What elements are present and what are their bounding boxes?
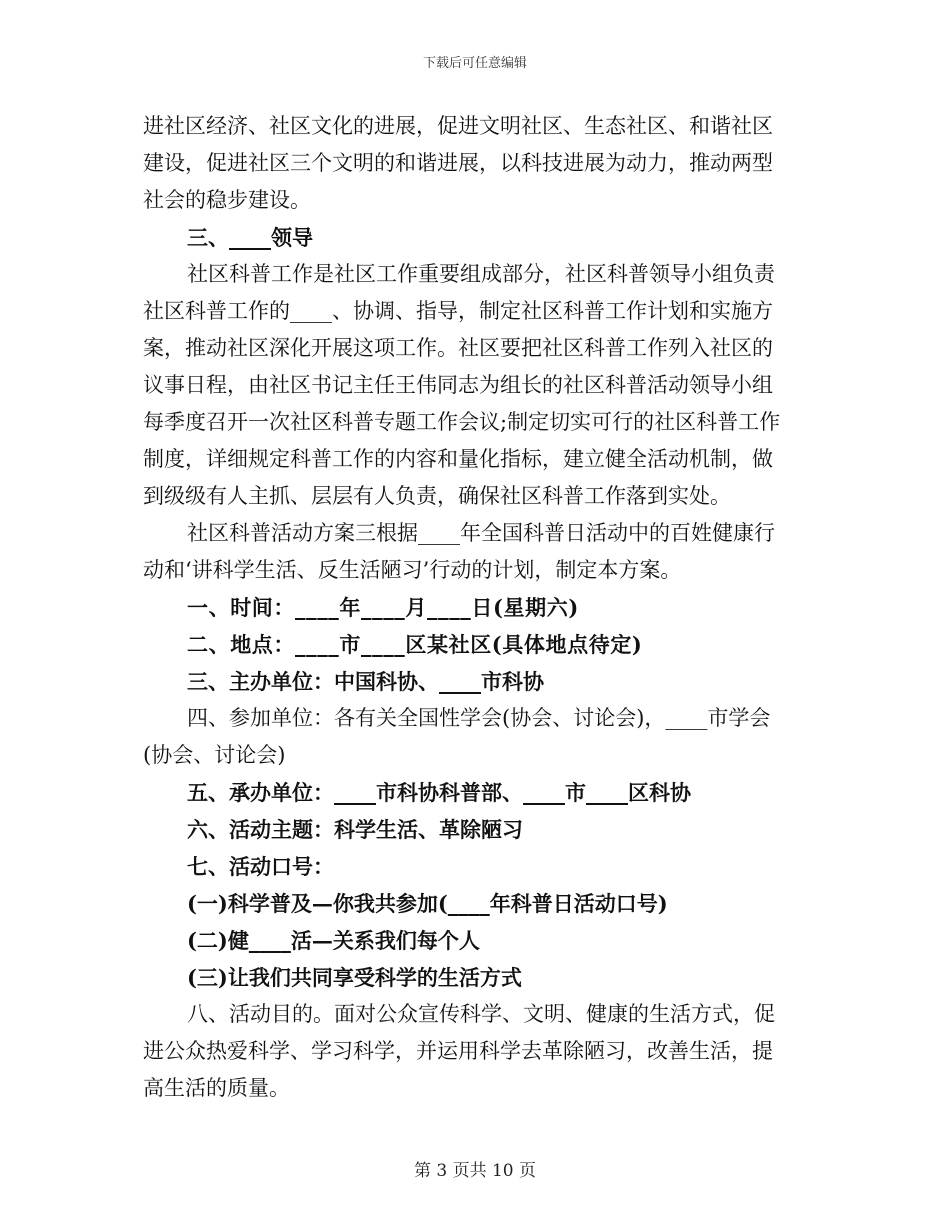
paragraph-line: 议事日程，由社区书记主任王伟同志为组长的社区科普活动领导小组 [143, 373, 773, 397]
paragraph-line: 进社区经济、社区文化的进展，促进文明社区、生态社区、和谐社区 [143, 114, 773, 138]
list-item: 二、地点：____市____区某社区(具体地点待定) [187, 632, 643, 657]
slogan-item: (三)让我们共同享受科学的生活方式 [187, 965, 522, 990]
list-item: 六、活动主题：科学生活、革除陋习 [187, 817, 523, 842]
list-item: 五、承办单位：____市科协科普部、____市____区科协 [187, 780, 691, 805]
list-item: 七、活动口号： [187, 854, 334, 879]
slogan-item: (一)科学普及—你我共参加(____年科普日活动口号) [187, 891, 668, 916]
list-item: 四、参加单位：各有关全国性学会(协会、讨论会)，____市学会 [187, 706, 771, 730]
slogan-item: (二)健____活—关系我们每个人 [187, 928, 480, 953]
paragraph-line: 进公众热爱科学、学习科学，并运用科学去革除陋习，改善生活，提 [143, 1039, 773, 1063]
paragraph-line: 社区科普工作的____、协调、指导，制定社区科普工作计划和实施方 [143, 299, 773, 323]
list-item: (协会、讨论会) [143, 743, 286, 767]
paragraph-line: 动和‘讲科学生活、反生活陋习’行动的计划，制定本方案。 [143, 558, 682, 582]
paragraph-line: 建设，促进社区三个文明的和谐进展，以科技进展为动力，推动两型 [143, 151, 773, 175]
page-header: 下载后可任意编辑 [422, 56, 527, 71]
paragraph-line: 社区科普工作是社区工作重要组成部分，社区科普领导小组负责 [187, 262, 775, 286]
paragraph-line: 到级级有人主抓、层层有人负责，确保社区科普工作落到实处。 [143, 484, 731, 508]
paragraph-line: 高生活的质量。 [143, 1076, 290, 1100]
paragraph-line: 社会的稳步建设。 [143, 188, 311, 212]
paragraph-line: 案，推动社区深化开展这项工作。社区要把社区科普工作列入社区的 [143, 336, 773, 360]
paragraph-line: 制度，详细规定科普工作的内容和量化指标，建立健全活动机制，做 [143, 447, 773, 471]
list-item: 三、主办单位：中国科协、____市科协 [187, 669, 544, 694]
document-body [143, 108, 805, 1107]
paragraph-line: 八、活动目的。面对公众宣传科学、文明、健康的生活方式，促 [187, 1002, 775, 1026]
paragraph-line: 社区科普活动方案三根据____年全国科普日活动中的百姓健康行 [187, 521, 775, 545]
list-item: 一、时间：____年____月____日(星期六) [187, 595, 579, 620]
page-footer: 第 3 页共 10 页 [413, 1161, 537, 1181]
paragraph-line: 每季度召开一次社区科普专题工作会议;制定切实可行的社区科普工作 [143, 410, 781, 434]
section-heading: 三、____领导 [187, 225, 313, 250]
